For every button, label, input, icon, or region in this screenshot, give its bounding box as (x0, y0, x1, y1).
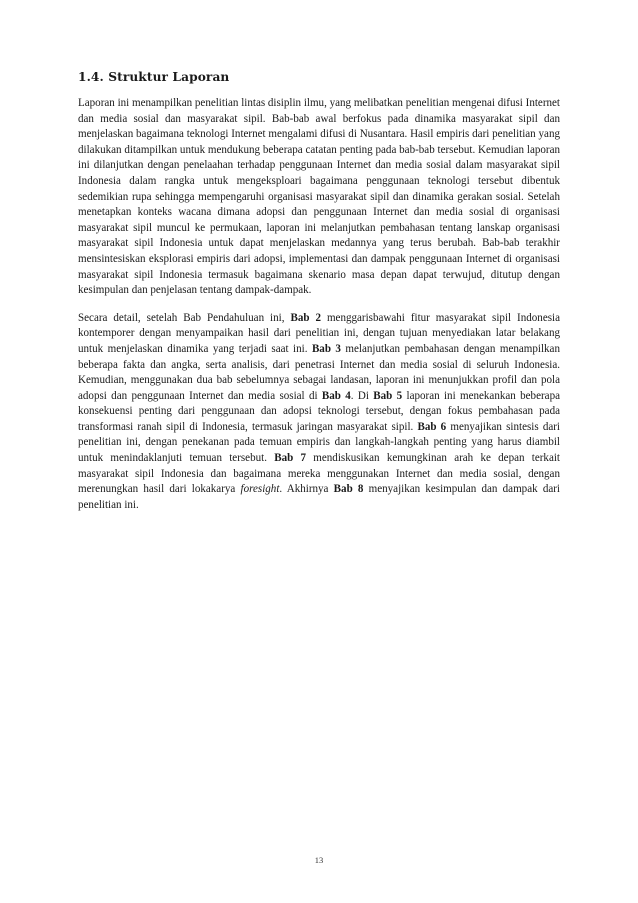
document-page (78, 70, 560, 525)
text-run: . Akhirnya (279, 483, 334, 496)
chapter-ref-bab-4: Bab 4 (321, 389, 351, 402)
chapter-ref-bab-3: Bab 3 (311, 342, 341, 355)
chapter-ref-bab-8: Bab 8 (333, 483, 364, 496)
chapter-ref-bab-5: Bab 5 (373, 389, 403, 402)
paragraph-chapter-overview (78, 311, 560, 514)
chapter-ref-bab-6: Bab 6 (417, 420, 447, 433)
page-number: 13 (314, 855, 324, 865)
text-run: mendiskusikan kemungkinan arah ke depan terkait masyarakat sipil Indonesia dan bagaimana mereka menggunakan Internet dan media sosial, dengan merenungkan hasil dari lokakarya (78, 452, 560, 496)
section-heading: 1.4. Struktur Laporan (78, 70, 230, 84)
text-run: menyajikan kesimpulan dan dampak dari penelitian ini. (78, 483, 560, 511)
text-run: Secara detail, setelah Bab Pendahuluan ini, (78, 311, 291, 324)
text-run: menggarisbawahi fitur masyarakat sipil Indonesia kontemporer dengan menyampaikan hasil dari penelitian ini, dengan tujuan menyediakan latar belakang untuk menjelaskan dinamika yang terjadi saat ini. (78, 311, 560, 355)
text-run: melanjutkan pembahasan dengan menampilkan beberapa fakta dan angka, serta analisis, dari penetrasi Internet dan media sosial di seluruh Indonesia. Kemudian, menggunakan dua bab sebelumnya sebagai landasan, laporan ini menunjukkan profil dan pola adopsi dan penggunaan Internet dan media sosial di (78, 342, 560, 402)
chapter-ref-bab-7: Bab 7 (274, 452, 307, 465)
text-run: . Di (350, 389, 374, 402)
text-run: laporan ini menekankan beberapa konsekuensi penting dari penggunaan dan adopsi teknologi tersebut, dengan fokus pembahasan pada transformasi ranah sipil di Indonesia, termasuk jaringan masyarakat sipil. (78, 389, 560, 433)
chapter-ref-bab-2: Bab 2 (290, 311, 321, 324)
text-run: menyajikan sintesis dari penelitian ini, dengan penekanan pada temuan empiris dan langkah-langkah penting yang harus diambil untuk menindaklanjuti temuan tersebut. (78, 420, 560, 465)
italic-term-foresight: foresight (240, 483, 280, 496)
paragraph-intro: Laporan ini menampilkan penelitian lintas disiplin ilmu, yang melibatkan penelitian mengenai difusi Internet dan media sosial dan masyarakat sipil. Bab-bab awal berfokus pada dinamika masyarakat sipil dan menjelaskan bagaimana teknologi Internet mengalami difusi di Nusantara. Hasil empiris dari penelitian yang dilakukan ditampilkan untuk mendukung beberapa catatan penting pada bab-bab tersebut. Kemudian laporan ini dilanjutkan dengan penelaahan terhadap penggunaan Internet dan media sosial dalam masyarakat sipil Indonesia dalam rangka untuk mengeksploari bagaimana penggunaan teknologi tersebut dibentuk sedemikian rupa sehingga mempengaruhi organisasi masyarakat sipil dan dinamika gerakan sosial. Setelah menetapkan konteks wacana dimana adopsi dan penggunaan Internet dan media sosial di organisasi masyarakat sipil muncul ke permukaan, laporan ini melanjutkan pembahasan tentang lanskap organisasi masyarakat sipil Indonesia untuk dapat menjelaskan medannya yang terus berubah. Bab-bab terakhir mensintesiskan eksplorasi empiris dari adopsi, implementasi dan dampak penggunaan Internet di organisasi masyarakat sipil Indonesia termasuk bagaimana skenario masa depan dapat terwujud, ditutup dengan kesimpulan dan penjelasan tentang dampak-dampak. (78, 97, 560, 297)
